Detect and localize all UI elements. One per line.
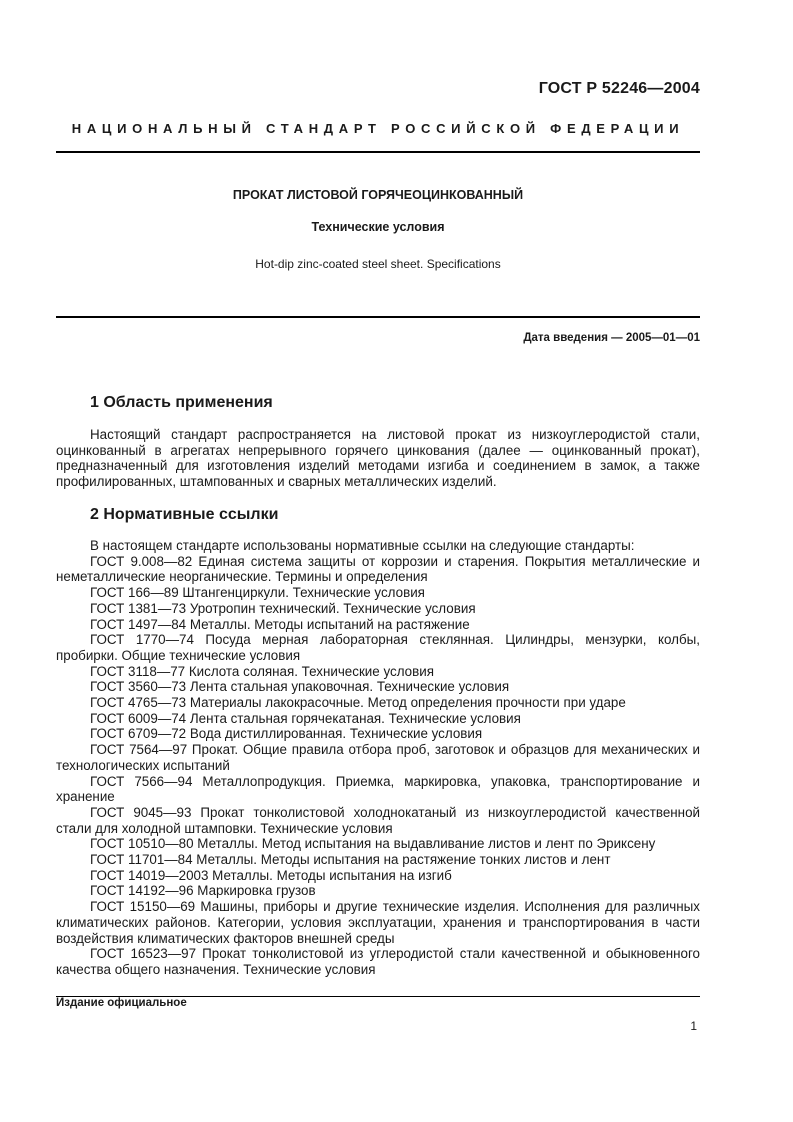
reference-item: ГОСТ 6709—72 Вода дистиллированная. Технические условия <box>90 726 483 742</box>
standard-code: ГОСТ Р 52246—2004 <box>538 80 700 97</box>
reference-item: В настоящем стандарте использованы нормативные ссылки на следующие стандарты: <box>90 538 635 553</box>
reference-item: ГОСТ 7564—97 Прокат. Общие правила отбора проб, заготовок и образцов для механических и технологических испытаний <box>56 742 700 773</box>
reference-item: ГОСТ 166—89 Штангенциркули. Технические условия <box>90 585 425 601</box>
reference-item: ГОСТ 10510—80 Металлы. Метод испытания на выдавливание листов и лент по Эриксену <box>90 836 656 852</box>
reference-item: ГОСТ 3118—77 Кислота соляная. Технические условия <box>90 663 434 679</box>
references-list <box>56 538 700 978</box>
paragraph: Настоящий стандарт распространяется на листовой прокат из низкоуглеродистой стали, оцинкованный в агрегатах непрерывного горячего цинкования (далее — оцинкованный прокат), предназначенный для изготовления изделий методами изгиба и соединением в замок, а также профилированных, штампованных и сварных металлических изделий. <box>56 427 700 490</box>
reference-item: ГОСТ 4765—73 Материалы лакокрасочные. Метод определения прочности при ударе <box>90 695 626 711</box>
document-subtitle: Технические условия <box>311 220 445 234</box>
section-heading-scope: 1 Область применения <box>90 394 273 411</box>
introduction-date: Дата введения — 2005—01—01 <box>523 332 700 344</box>
section-heading-references: 2 Нормативные ссылки <box>90 506 279 523</box>
reference-item: ГОСТ 16523—97 Прокат тонколистовой из углеродистой стали качественной и обыкновенного качества общего назначения. Технические условия <box>56 946 700 977</box>
page-number: 1 <box>690 1019 697 1033</box>
reference-item: ГОСТ 7566—94 Металлопродукция. Приемка, маркировка, упаковка, транспортирование и хранение <box>56 773 700 805</box>
reference-item: ГОСТ 3560—73 Лента стальная упаковочная. Технические условия <box>90 679 510 695</box>
reference-item: ГОСТ 1381—73 Уротропин технический. Технические условия <box>90 600 476 616</box>
section-scope-body <box>56 427 700 490</box>
reference-item: ГОСТ 15150—69 Машины, приборы и другие технические изделия. Исполнения для различных климатических районов. Категории, условия эксплуатации, хранения и транспортирования в части воздействия климатических факторов внешней среды <box>56 899 700 946</box>
reference-item: ГОСТ 6009—74 Лента стальная горячекатаная. Технические условия <box>90 710 521 726</box>
reference-item: ГОСТ 14019—2003 Металлы. Методы испытания на изгиб <box>90 867 452 883</box>
reference-item: ГОСТ 9045—93 Прокат тонколистовой холоднокатаный из низкоуглеродистой качественной стали для холодной штамповки. Технические условия <box>56 804 700 836</box>
header-divider <box>56 151 700 153</box>
reference-item: ГОСТ 11701—84 Металлы. Методы испытания на растяжение тонких листов и лент <box>90 852 611 868</box>
reference-item: ГОСТ 1770—74 Посуда мерная лабораторная стеклянная. Цилиндры, мензурки, колбы, пробирки. Общие технические условия <box>56 632 700 663</box>
reference-item: ГОСТ 14192—96 Маркировка грузов <box>90 883 316 899</box>
national-standard-banner: НАЦИОНАЛЬНЫЙ СТАНДАРТ РОССИЙСКОЙ ФЕДЕРАЦИИ <box>71 121 685 136</box>
english-title: Hot-dip zinc-coated steel sheet. Specifications <box>255 257 501 271</box>
official-edition-label: Издание официальное <box>56 997 187 1009</box>
title-divider <box>56 316 700 318</box>
reference-item: ГОСТ 9.008—82 Единая система защиты от коррозии и старения. Покрытия металлические и неметаллические неорганические. Термины и определения <box>56 553 700 585</box>
document-title: ПРОКАТ ЛИСТОВОЙ ГОРЯЧЕОЦИНКОВАННЫЙ <box>232 188 524 202</box>
reference-item: ГОСТ 1497—84 Металлы. Методы испытаний на растяжение <box>90 616 470 632</box>
